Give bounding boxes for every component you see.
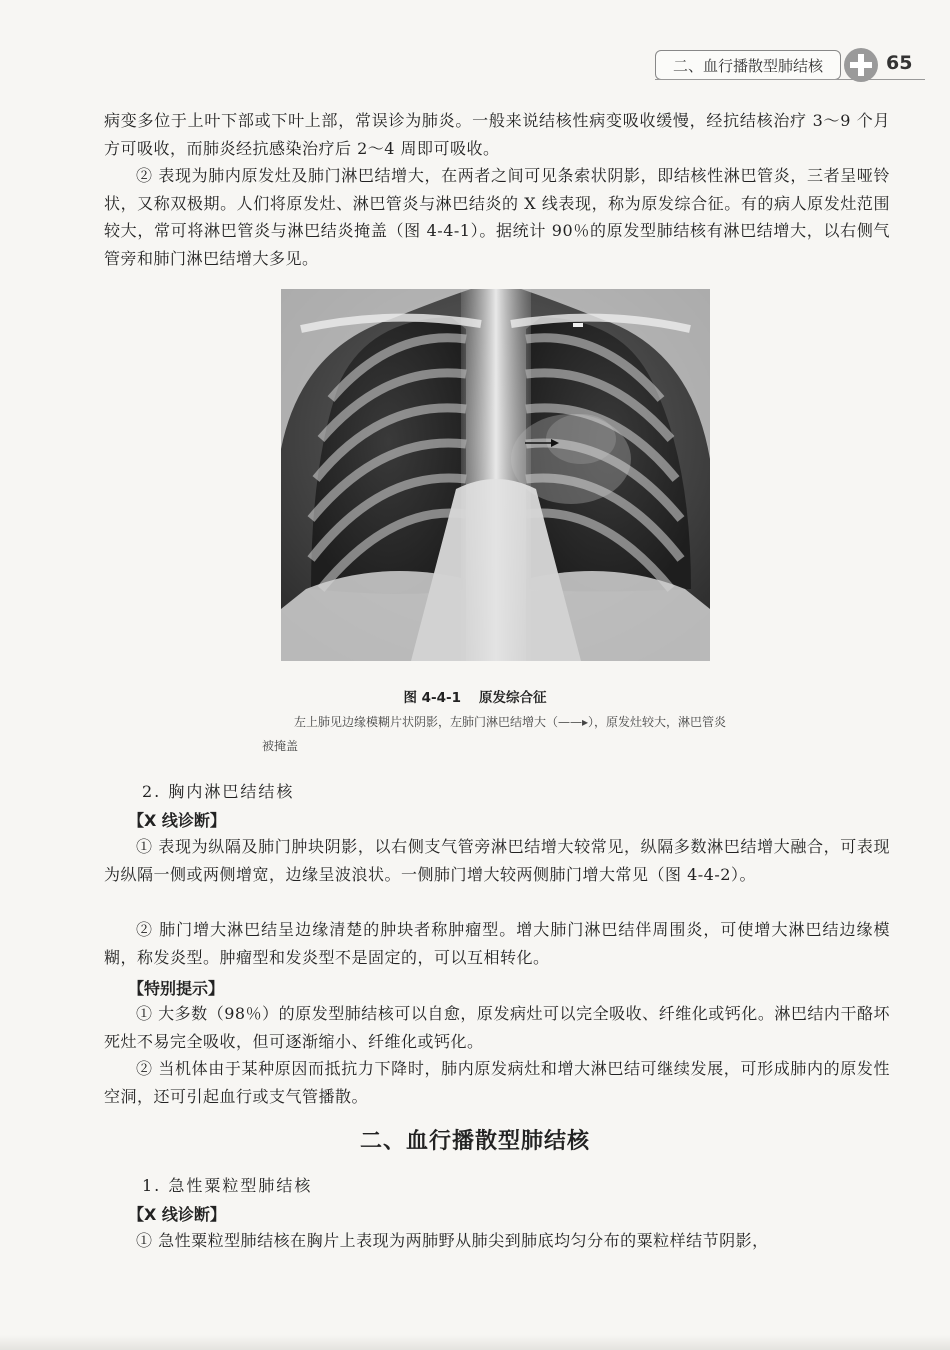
figure-caption: 左上肺见边缘模糊片状阴影，左肺门淋巴结增大（——▸），原发灶较大，淋巴管炎被掩盖	[262, 715, 727, 753]
figure-number: 图 4-4-1	[403, 690, 462, 706]
running-header-label: 二、血行播散型肺结核	[672, 56, 823, 75]
figure-name: 原发综合征	[479, 690, 547, 706]
tag-xray-diagnosis: 【X 线诊断】	[128, 811, 226, 830]
paragraph-lymph-1: ① 表现为纵隔及肺门肿块阴影，以右侧支气管旁淋巴结增大较常见，纵隔多数淋巴结增大融合，可表现为纵隔一侧或两侧增宽，边缘呈波浪状。一侧肺门增大较两侧肺门增大常见（图 4-4-2）。	[104, 837, 890, 884]
section-title: 二、血行播散型肺结核	[359, 1128, 590, 1154]
paragraph-tip-1: ① 大多数（98％）的原发型肺结核可以自愈，原发病灶可以完全吸收、纤维化或钙化。淋巴结内干酪坏死灶不易完全吸收，但可逐渐缩小、纤维化或钙化。	[104, 1004, 890, 1051]
running-header-section	[655, 50, 841, 80]
figure-title	[0, 686, 950, 706]
paragraph-primary-complex: ② 表现为肺内原发灶及肺门淋巴结增大，在两者之间可见条索状阴影，即结核性淋巴管炎，三者呈哑铃状，又称双极期。人们将原发灶、淋巴管炎与淋巴结炎的 X 线表现，称为原发综合征。有的病人原发灶范围较大，常可将淋巴管炎与淋巴结炎掩盖（图 4-4-1）。据统计 90％的原发型肺结核有淋巴结增大，以右侧气管旁和肺门淋巴结增大多见。	[104, 166, 890, 268]
subsection-heading-lymph: 2. 胸内淋巴结结核	[142, 782, 295, 801]
paragraph-continued: 病变多位于上叶下部或下叶上部，常误诊为肺炎。一般来说结核性病变吸收缓慢，经抗结核治疗 3～9 个月方可吸收，而肺炎经抗感染治疗后 2～4 周即可吸收。	[104, 111, 890, 158]
header-rule	[655, 79, 925, 80]
tag-xray-diagnosis-2: 【X 线诊断】	[128, 1205, 226, 1224]
chest-xray-illustration	[281, 289, 710, 661]
chest-xray-image	[281, 289, 710, 661]
subsection-heading-miliary: 1. 急性粟粒型肺结核	[142, 1176, 313, 1195]
paragraph-tip-2: ② 当机体由于某种原因而抵抗力下降时，肺内原发病灶和增大淋巴结可继续发展，可形成肺内的原发性空洞，还可引起血行或支气管播散。	[104, 1059, 890, 1106]
plus-icon	[844, 48, 878, 82]
page-edge-shadow	[0, 1335, 950, 1350]
paragraph-lymph-2: ② 肺门增大淋巴结呈边缘清楚的肿块者称肿瘤型。增大肺门淋巴结伴周围炎，可使增大淋巴结边缘模糊，称发炎型。肿瘤型和发炎型不是固定的，可以互相转化。	[104, 920, 890, 967]
tag-special-tip: 【特别提示】	[128, 979, 225, 998]
page-number: 65	[886, 52, 913, 74]
paragraph-miliary-1: ① 急性粟粒型肺结核在胸片上表现为两肺野从肺尖到肺底均匀分布的粟粒样结节阴影，	[136, 1231, 769, 1250]
